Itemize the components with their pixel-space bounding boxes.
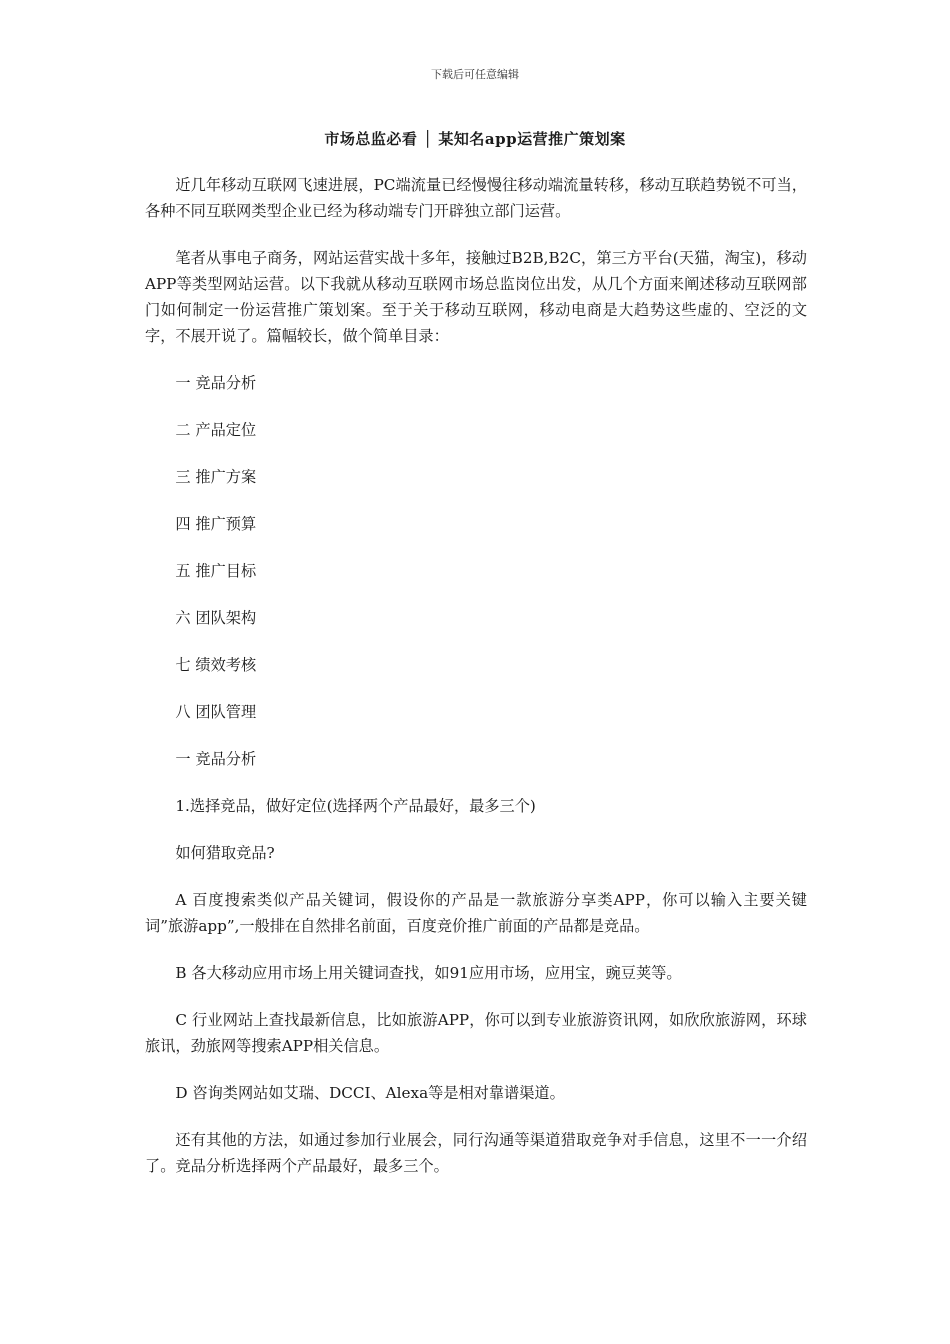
intro-paragraph-1: 近几年移动互联网飞速进展，PC端流量已经慢慢往移动端流量转移，移动互联趋势锐不可当，各种不同互联网类型企业已经为移动端专门开辟独立部门运营。: [145, 176, 807, 220]
method-c: C 行业网站上查找最新信息，比如旅游APP，你可以到专业旅游资讯网，如欣欣旅游网，环球旅讯，劲旅网等搜索APP相关信息。: [145, 1011, 807, 1055]
section-step-1: 1.选择竞品，做好定位(选择两个产品最好，最多三个): [175, 797, 536, 815]
closing-paragraph: 还有其他的方法，如通过参加行业展会，同行沟通等渠道猎取竞争对手信息，这里不一一介绍了。竞品分析选择两个产品最好，最多三个。: [145, 1131, 807, 1175]
toc-item-4: 四 推广预算: [175, 515, 257, 533]
method-b: B 各大移动应用市场上用关键词查找，如91应用市场，应用宝，豌豆荚等。: [175, 964, 682, 982]
intro-paragraph-2: 笔者从事电子商务，网站运营实战十多年，接触过B2B,B2C，第三方平台(天猫，淘宝)，移动APP等类型网站运营。以下我就从移动互联网市场总监岗位出发，从几个方面来阐述移动互联网部门如何制定一份运营推广策划案。至于关于移动互联网，移动电商是大趋势这些虚的、空泛的文字，不展开说了。篇幅较长，做个简单目录：: [145, 249, 807, 345]
header-note: 下载后可任意编辑: [431, 68, 519, 81]
toc-item-6: 六 团队架构: [175, 609, 257, 627]
toc-item-8: 八 团队管理: [175, 703, 257, 721]
toc-item-7: 七 绩效考核: [175, 656, 257, 674]
method-a: A 百度搜索类似产品关键词，假设你的产品是一款旅游分享类APP，你可以输入主要关键词”旅游app”,一般排在自然排名前面，百度竞价推广前面的产品都是竞品。: [145, 891, 807, 935]
toc-item-5: 五 推广目标: [175, 562, 257, 580]
document-title: 市场总监必看 │ 某知名app运营推广策划案: [324, 130, 626, 148]
toc-item-1: 一 竞品分析: [175, 374, 257, 392]
section-question: 如何猎取竞品?: [175, 844, 275, 862]
toc-item-2: 二 产品定位: [175, 421, 257, 439]
section-heading: 一 竞品分析: [175, 750, 257, 768]
method-d: D 咨询类网站如艾瑞、DCCI、Alexa等是相对靠谱渠道。: [175, 1084, 565, 1102]
toc-item-3: 三 推广方案: [175, 468, 257, 486]
document-body: [145, 172, 807, 1200]
